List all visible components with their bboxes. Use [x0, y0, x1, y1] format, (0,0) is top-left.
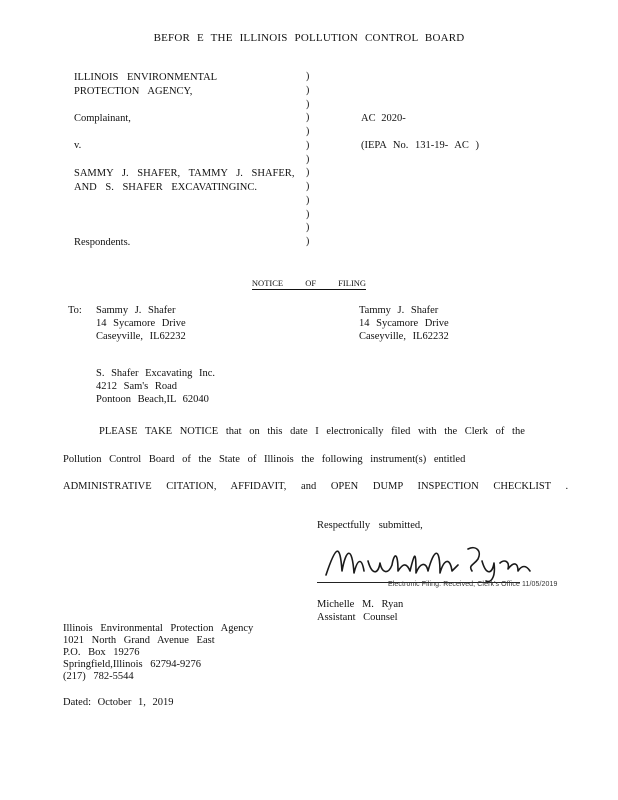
agency-phone: (217) 782-5544	[63, 671, 134, 682]
complainant-line2: PROTECTION AGENCY,	[74, 86, 193, 97]
board-title: BEFOR E THE ILLINOIS POLLUTION CONTROL BOARD	[153, 32, 465, 44]
signature-caption: Electronic Filing: Received, Clerk's Office 11/05/2019	[388, 581, 558, 588]
notice-body-line3: ADMINISTRATIVE CITATION, AFFIDAVIT, and OPEN DUMP INSPECTION CHECKLIST .	[63, 481, 569, 492]
recipient-shafer-excavating	[96, 367, 215, 406]
respondents-line1: SAMMY J. SHAFER, TAMMY J. SHAFER,	[74, 168, 295, 179]
notice-of-filing-heading	[0, 277, 618, 290]
agency-street: 1021 North Grand Avenue East	[63, 635, 215, 646]
signer-title: Assistant Counsel	[317, 612, 398, 623]
signature-text: Michelle M. Ryan	[358, 563, 366, 564]
to-label: To:	[68, 305, 82, 316]
caption-parenthesis-column: ) ) ) ) ) ) ) ) ) ) ) ) )	[306, 71, 310, 247]
closing-respectfully: Respectfully submitted,	[317, 520, 423, 531]
agency-po-box: P.O. Box 19276	[63, 647, 140, 658]
recipient-street: 14 Sycamore Drive	[359, 318, 449, 329]
recipient-city: Pontoon Beach,IL 62040	[96, 394, 209, 405]
case-number: AC 2020-	[361, 113, 406, 124]
dated-line: Dated: October 1, 2019	[63, 697, 174, 708]
recipient-city: Caseyville, IL62232	[96, 331, 186, 342]
recipient-street: 14 Sycamore Drive	[96, 318, 186, 329]
complainant-line1: ILLINOIS ENVIRONMENTAL	[74, 72, 218, 83]
versus-label: v.	[74, 140, 82, 151]
recipient-name: Sammy J. Shafer	[96, 305, 176, 316]
notice-body-line1: PLEASE TAKE NOTICE that on this date I electronically filed with the Clerk of the	[99, 426, 525, 437]
recipient-city: Caseyville, IL62232	[359, 331, 449, 342]
complainant-label: Complainant,	[74, 113, 131, 124]
notice-body-line2: Pollution Control Board of the State of Illinois the following instrument(s) entitled	[63, 454, 466, 465]
recipient-street: 4212 Sam's Road	[96, 381, 178, 392]
agency-name: Illinois Environmental Protection Agency	[63, 623, 254, 634]
iepa-number: (IEPA No. 131-19- AC )	[361, 140, 479, 151]
signer-name: Michelle M. Ryan	[317, 599, 404, 610]
agency-city: Springfield,Illinois 62794-9276	[63, 659, 201, 670]
recipient-name: Tammy J. Shafer	[359, 305, 439, 316]
agency-address	[63, 623, 253, 683]
recipient-tammy	[359, 304, 449, 343]
recipient-name: S. Shafer Excavating Inc.	[96, 368, 216, 379]
recipient-sammy	[96, 304, 186, 343]
respondents-label: Respondents.	[74, 237, 131, 248]
notice-of-filing-text: NOTICE OF FILING	[251, 278, 367, 288]
respondents-line2: AND S. SHAFER EXCAVATINGINC.	[74, 182, 258, 193]
